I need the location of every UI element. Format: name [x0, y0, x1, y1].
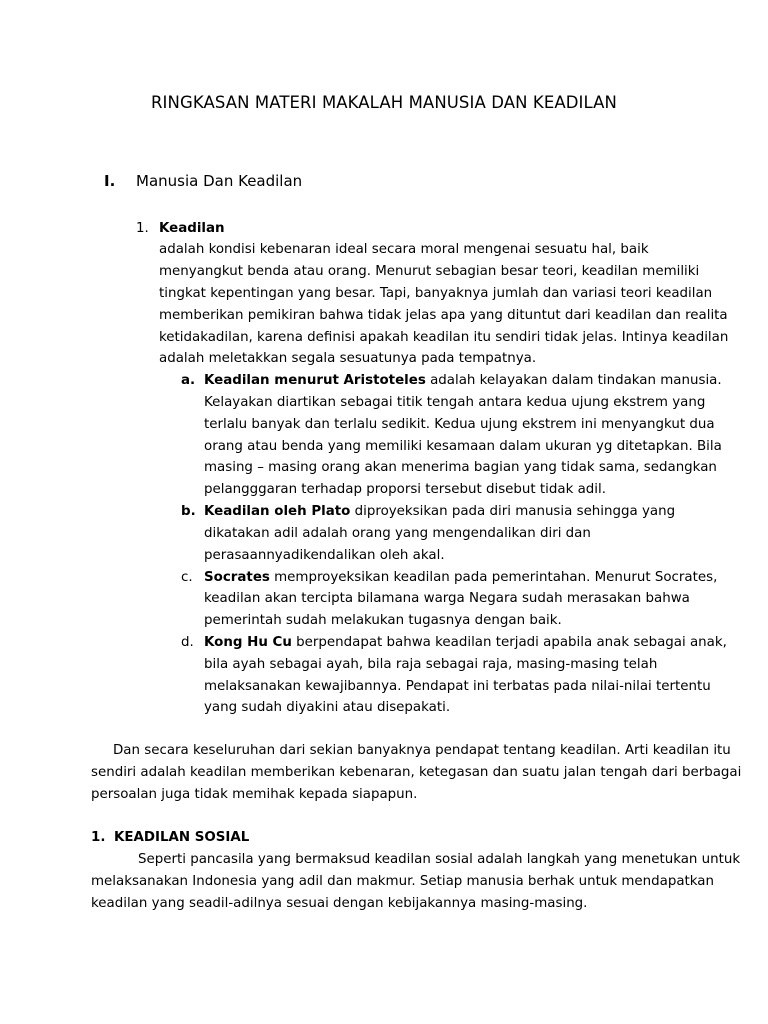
paragraph-line: ketidakadilan, karena definisi apakah keadilan itu sendiri tidak jelas. Intinya keadilan — [159, 330, 729, 345]
list-item-line: masing – masing orang akan menerima bagian yang tidak sama, sedangkan — [204, 460, 717, 475]
paragraph-line: persoalan juga tidak memihak kepada siapapun. — [91, 787, 418, 802]
paragraph-line: adalah meletakkan segala sesuatunya pada tempatnya. — [159, 351, 537, 366]
list-item-bold: Keadilan oleh Plato — [204, 504, 351, 519]
paragraph-line: sendiri adalah keadilan memberikan kebenaran, ketegasan dan suatu jalan tengah dari berbagai — [91, 765, 742, 780]
list-marker: a. — [181, 373, 196, 388]
paragraph-line: memberikan pemikiran bahwa tidak jelas apa yang dituntut dari keadilan dan realita — [159, 308, 728, 323]
list-item-bold: Socrates — [204, 570, 270, 585]
paragraph-line: melaksanakan Indonesia yang adil dan makmur. Setiap manusia berhak untuk mendapatkan — [91, 874, 714, 889]
item-number: 1. — [136, 221, 149, 236]
list-item-line — [204, 635, 727, 650]
list-item-bold: Keadilan menurut Aristoteles — [204, 373, 426, 388]
list-item-bold: Kong Hu Cu — [204, 635, 292, 650]
list-item-line: perasaannyadikendalikan oleh akal. — [204, 548, 445, 563]
paragraph-line: menyangkut benda atau orang. Menurut sebagian besar teori, keadilan memiliki — [159, 264, 700, 279]
list-item-line: dikatakan adil adalah orang yang mengendalikan diri dan — [204, 526, 591, 541]
list-marker: b. — [181, 504, 196, 519]
section-number: I. — [104, 172, 116, 190]
paragraph-line: keadilan yang seadil-adilnya sesuai dengan kebijakannya masing-masing. — [91, 896, 588, 911]
paragraph-line: Seperti pancasila yang bermaksud keadilan sosial adalah langkah yang menetukan untuk — [138, 852, 741, 867]
list-item-line — [204, 504, 675, 519]
list-item-line: pemerintah sudah melakukan tugasnya dengan baik. — [204, 613, 562, 628]
subsection-heading: KEADILAN SOSIAL — [114, 830, 250, 845]
paragraph-line: adalah kondisi kebenaran ideal secara moral mengenai sesuatu hal, baik — [159, 242, 649, 257]
list-item-line: bila ayah sebagai ayah, bila raja sebagai raja, masing-masing telah — [204, 657, 658, 672]
list-item-line: pelangggaran terhadap proporsi tersebut disebut tidak adil. — [204, 482, 606, 497]
list-item-line — [204, 373, 722, 388]
subsection-number: 1. — [91, 830, 106, 845]
paragraph-line: tingkat kepentingan yang besar. Tapi, banyaknya jumlah dan variasi teori keadilan — [159, 286, 713, 301]
list-item-line: melaksanakan kewajibannya. Pendapat ini terbatas pada nilai-nilai tertentu — [204, 679, 711, 694]
list-item-rest: adalah kelayakan dalam tindakan manusia. — [425, 373, 722, 388]
list-marker: c. — [181, 570, 193, 585]
list-item-line: yang sudah diyakini atau disepakati. — [204, 700, 451, 715]
list-item-rest: memproyeksikan keadilan pada pemerintahan. Menurut Socrates, — [269, 570, 718, 585]
list-item-line: orang atau benda yang memiliki kesamaan dalam ukuran yg ditetapkan. Bila — [204, 439, 722, 454]
document-title: RINGKASAN MATERI MAKALAH MANUSIA DAN KEADILAN — [150, 93, 618, 112]
list-item-line: Kelayakan diartikan sebagai titik tengah antara kedua ujung ekstrem yang — [204, 395, 706, 410]
list-item-line: keadilan akan tercipta bilamana warga Negara sudah merasakan bahwa — [204, 591, 690, 606]
list-item-rest: berpendapat bahwa keadilan terjadi apabila anak sebagai anak, — [291, 635, 727, 650]
item-heading: Keadilan — [159, 221, 225, 236]
list-marker: d. — [181, 635, 194, 650]
list-item-line — [204, 570, 717, 585]
paragraph-line: Dan secara keseluruhan dari sekian banyaknya pendapat tentang keadilan. Arti keadilan itu — [113, 743, 731, 758]
section-title: Manusia Dan Keadilan — [136, 172, 303, 190]
list-item-rest: diproyeksikan pada diri manusia sehingga yang — [350, 504, 676, 519]
list-item-line: terlalu banyak dan terlalu sedikit. Kedua ujung ekstrem ini menyangkut dua — [204, 417, 715, 432]
